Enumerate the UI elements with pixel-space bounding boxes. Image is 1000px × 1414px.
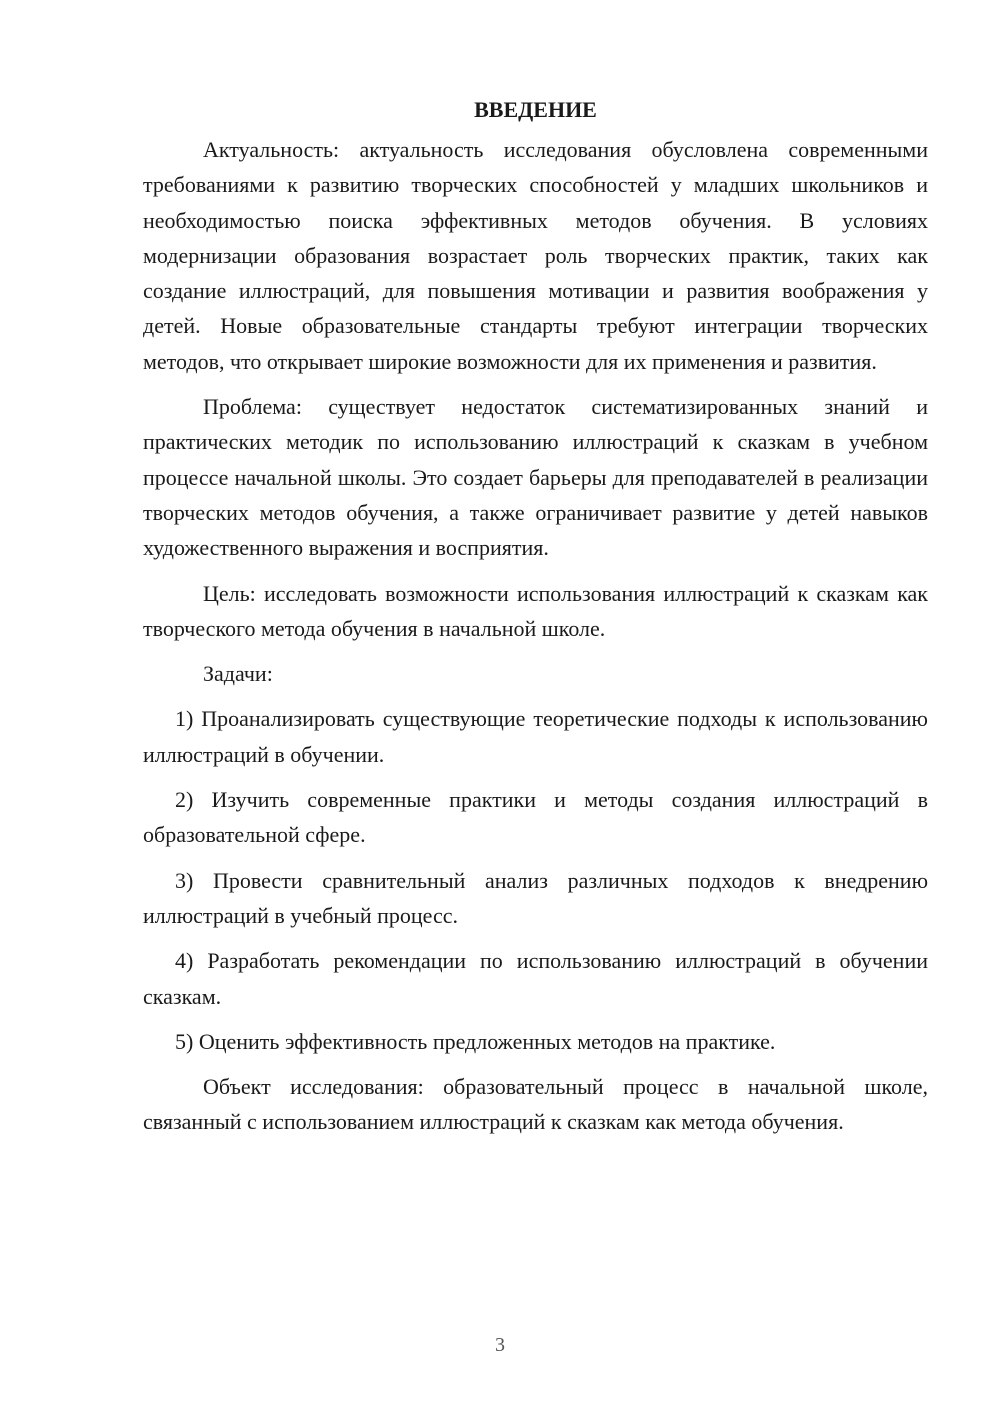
tasks-heading: Задачи: bbox=[203, 661, 273, 687]
section-title: ВВЕДЕНИЕ bbox=[474, 97, 597, 122]
task-item-4: 4) Разработать рекомендации по использованию иллюстраций в обучении сказкам. bbox=[143, 948, 928, 1009]
relevance-paragraph: Актуальность: актуальность исследования обусловлена современными требованиями к развитию творческих способностей у младших школьников и необходимостью поиска эффективных методов обучения. В условиях модернизации образования возрастает роль творческих практик, таких как создание иллюстраций, для повышения мотивации и развития воображения у детей. Новые образовательные стандарты требуют интеграции творческих методов, что открывает широкие возможности для их применения и развития. bbox=[143, 137, 928, 374]
task-item-2: 2) Изучить современные практики и методы создания иллюстраций в образовательной сфере. bbox=[143, 787, 928, 848]
problem-paragraph: Проблема: существует недостаток систематизированных знаний и практических методик по использованию иллюстраций к сказкам в учебном процессе начальной школы. Это создает барьеры для преподавателей в реализации творческих методов обучения, а также ограничивает развитие у детей навыков художественного выражения и восприятия. bbox=[143, 394, 928, 561]
document-page bbox=[143, 92, 928, 1140]
page-number: 3 bbox=[495, 1334, 505, 1356]
goal-paragraph: Цель: исследовать возможности использования иллюстраций к сказкам как творческого метода обучения в начальной школе. bbox=[143, 580, 928, 641]
task-item-5: 5) Оценить эффективность предложенных методов на практике. bbox=[175, 1028, 776, 1054]
object-paragraph: Объект исследования: образовательный процесс в начальной школе, связанный с использованием иллюстраций к сказкам как метода обучения. bbox=[143, 1074, 928, 1135]
task-item-3: 3) Провести сравнительный анализ различных подходов к внедрению иллюстраций в учебный процесс. bbox=[143, 867, 928, 928]
task-item-1: 1) Проанализировать существующие теоретические подходы к использованию иллюстраций в обучении. bbox=[143, 706, 928, 767]
